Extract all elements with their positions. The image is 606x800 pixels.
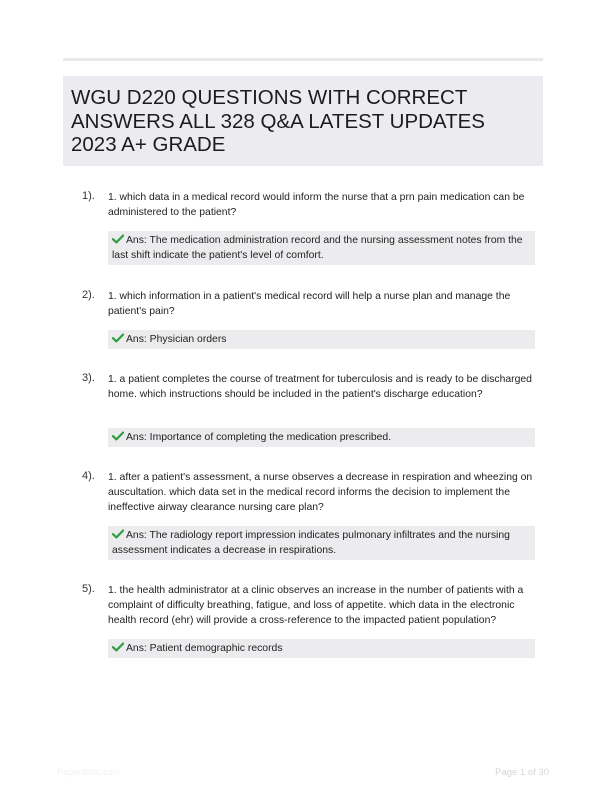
question-text: 1. after a patient's assessment, a nurse observes a decrease in respiration and wheezing on auscultation. which data set in the medical record informs the decision to implement the ineffective airway clearance nursing care plan? [108, 472, 533, 513]
checkmark-icon [112, 529, 124, 539]
question-number: 4). [82, 470, 95, 482]
page-indicator: Page 1 of 30 [495, 767, 549, 778]
question-number: 1). [82, 190, 95, 202]
question-text: 1. the health administrator at a clinic observes an increase in the number of patients with a complaint of difficulty breathing, fatigue, and loss of appetite. which data in the electronic health record (ehr) will provide a cross-reference to the impacted patient population? [108, 585, 524, 626]
question-text: 1. which information in a patient's medical record will help a nurse plan and manage the patient's pain? [108, 291, 511, 317]
answer-box [108, 231, 535, 265]
checkmark-icon [112, 642, 124, 652]
answer-box [108, 526, 535, 560]
footer-watermark: PaperStitic.com [57, 767, 121, 777]
answer-text: Ans: The medication administration record and the nursing assessment notes from the last shift indicate the patient's level of comfort. [112, 235, 523, 261]
question-text: 1. which data in a medical record would inform the nurse that a prn pain medication can be administered to the patient? [108, 192, 525, 218]
answer-text: Ans: Physician orders [126, 334, 227, 345]
answer-box [108, 428, 535, 447]
title-banner [63, 76, 543, 166]
question-number: 3). [82, 372, 95, 384]
answer-text: Ans: The radiology report impression indicates pulmonary infiltrates and the nursing assessment indicates a decrease in respirations. [112, 530, 510, 556]
answer-box [108, 330, 535, 349]
question-number: 5). [82, 583, 95, 595]
document-title: WGU D220 QUESTIONS WITH CORRECT ANSWERS ALL 328 Q&A LATEST UPDATES 2023 A+ GRADE [71, 86, 485, 156]
question-text: 1. a patient completes the course of treatment for tuberculosis and is ready to be discharged home. which instructions should be included in the patient's discharge education? [108, 374, 532, 400]
checkmark-icon [112, 333, 124, 343]
answer-box [108, 639, 535, 658]
top-divider [63, 58, 543, 61]
answer-text: Ans: Importance of completing the medication prescribed. [126, 432, 392, 443]
checkmark-icon [112, 431, 124, 441]
answer-text: Ans: Patient demographic records [126, 643, 283, 654]
checkmark-icon [112, 234, 124, 244]
question-number: 2). [82, 289, 95, 301]
